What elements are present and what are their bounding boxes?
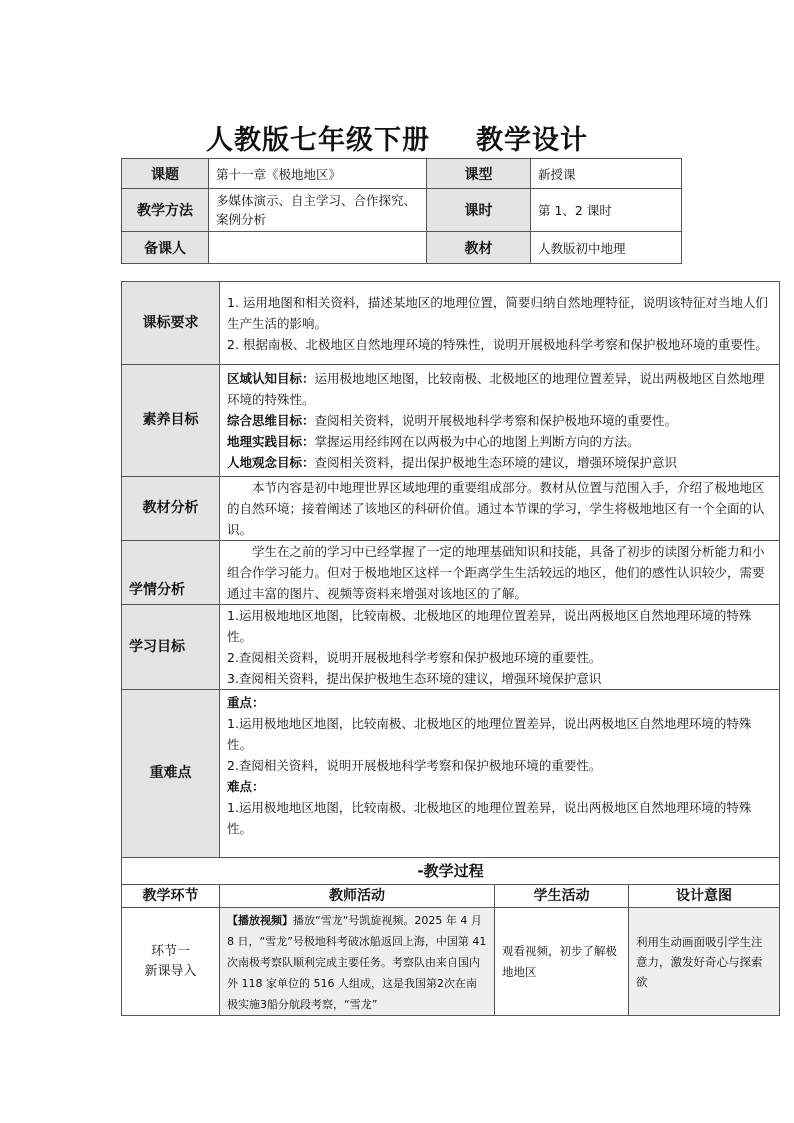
objectives-label: 学习目标 — [122, 605, 220, 690]
literacy-item — [227, 452, 772, 473]
class-hours-value: 第 1、2 课时 — [531, 189, 682, 232]
key-points-content — [220, 690, 780, 858]
stage-cell — [122, 908, 220, 1016]
stage-number: 环节一 — [150, 943, 190, 959]
teacher-column-header: 教师活动 — [220, 885, 495, 908]
topic-label: 课题 — [122, 159, 209, 189]
literacy-item-key: 综合思维目标： — [227, 413, 315, 428]
literacy-content — [220, 365, 780, 477]
key-point-line: 2.查阅相关资料，说明开展极地科学考察和保护极地环境的重要性。 — [227, 758, 602, 773]
literacy-item-key: 区域认知目标： — [227, 371, 315, 386]
material-analysis-content — [220, 477, 780, 541]
preparer-label: 备课人 — [122, 232, 209, 264]
literacy-item-key: 地理实践目标： — [227, 434, 315, 449]
topic-value: 第十一章《极地地区》 — [209, 159, 427, 189]
process-header-row — [122, 885, 780, 908]
lesson-plan-table — [121, 281, 780, 1016]
lesson-type-value: 新授课 — [531, 159, 682, 189]
class-hours-label: 课时 — [427, 189, 531, 232]
learner-analysis-row — [122, 541, 780, 605]
literacy-item-text: 查阅相关资料，说明开展极地科学考察和保护极地环境的重要性。 — [314, 413, 678, 428]
teacher-activity-tag: 【播放视频】 — [227, 914, 293, 927]
objectives-content — [220, 605, 780, 690]
teaching-method-label: 教学方法 — [122, 189, 209, 232]
learner-analysis-label: 学情分析 — [122, 541, 220, 605]
literacy-item-text: 运用极地地区地图，比较南极、北极地区的地理位置差异，说出两极地区自然地理环境的特殊性。 — [227, 371, 765, 407]
teaching-method-value: 多媒体演示、自主学习、合作探究、案例分析 — [209, 189, 427, 232]
literacy-item — [227, 410, 772, 431]
teacher-activity-text: 播放“雪龙“号凯旋视频。2025 年 4 月 8 日，“雪龙”号极地科考破冰船返回上海，中国第 41 次南极考察队顺利完成主要任务。考察队由来自国内外 118 家单位的 516 人组成，这是我国第2次在南极实施3船分航段考察，“雪龙” — [227, 914, 487, 1011]
process-title-row — [122, 858, 780, 885]
design-intent-cell: 利用生动画面吸引学生注意力，激发好奇心与探索欲 — [629, 908, 780, 1016]
material-analysis-row — [122, 477, 780, 541]
key-points-row — [122, 690, 780, 858]
key-point-line: 1.运用极地地区地图，比较南极、北极地区的地理位置差异，说出两极地区自然地理环境的特殊性。 — [227, 716, 752, 752]
document-title-right: 教学设计 — [476, 125, 588, 156]
standards-content — [220, 282, 780, 365]
textbook-label: 教材 — [427, 232, 531, 264]
intent-column-header: 设计意图 — [629, 885, 780, 908]
objective-line: 2.查阅相关资料，说明开展极地科学考察和保护极地环境的重要性。 — [227, 650, 602, 665]
process-row — [122, 908, 780, 1016]
literacy-item — [227, 368, 772, 410]
objectives-row — [122, 605, 780, 690]
lesson-type-label: 课型 — [427, 159, 531, 189]
material-analysis-text: 本节内容是初中地理世界区域地理的重要组成部分。教材从位置与范围入手，介绍了极地地区的自然环境；接着阐述了该地区的科研价值。通过本节课的学习，学生将极地地区有一个全面的认识。 — [227, 480, 765, 537]
standards-row — [122, 282, 780, 365]
learner-analysis-text: 学生在之前的学习中已经掌握了一定的地理基础知识和技能，具备了初步的读图分析能力和小组合作学习能力。但对于极地地区这样一个距离学生生活较远的地区，他们的感性认识较少，需要通过丰富的图片、视频等资料来增强对该地区的了解。 — [227, 544, 765, 601]
literacy-item-text: 查阅相关资料，提出保护极地生态环境的建议，增强环境保护意识 — [314, 455, 678, 470]
literacy-item-text: 掌握运用经纬网在以两极为中心的地图上判断方向的方法。 — [314, 434, 640, 449]
difficulty-title: 难点： — [227, 779, 265, 794]
standard-line: 1. 运用地图和相关资料，描述某地区的地理位置，简要归纳自然地理特征，说明该特征对当地人们生产生活的影响。 — [227, 294, 768, 331]
preparer-value — [209, 232, 427, 264]
literacy-item — [227, 431, 772, 452]
key-points-label: 重难点 — [122, 690, 220, 858]
document-title — [0, 118, 794, 157]
teacher-activity-cell — [220, 908, 495, 1016]
process-title: -教学过程 — [122, 858, 780, 885]
material-analysis-label: 教材分析 — [122, 477, 220, 541]
standards-label: 课标要求 — [122, 282, 220, 365]
difficulty-line: 1.运用极地地区地图，比较南极、北极地区的地理位置差异，说出两极地区自然地理环境的特殊性。 — [227, 800, 752, 836]
stage-name: 新课导入 — [144, 963, 197, 979]
learner-analysis-content — [220, 541, 780, 605]
objective-line: 1.运用极地地区地图，比较南极、北极地区的地理位置差异，说出两极地区自然地理环境的特殊性。 — [227, 608, 752, 644]
stage-column-header: 教学环节 — [122, 885, 220, 908]
textbook-value: 人教版初中地理 — [531, 232, 682, 264]
key-points-title: 重点： — [227, 695, 265, 710]
document-title-left: 人教版七年级下册 — [206, 125, 430, 156]
student-column-header: 学生活动 — [495, 885, 629, 908]
standard-line: 2. 根据南极、北极地区自然地理环境的特殊性，说明开展极地科学考察和保护极地环境的重要性。 — [227, 336, 768, 352]
objective-line: 3.查阅相关资料，提出保护极地生态环境的建议，增强环境保护意识 — [227, 671, 602, 686]
literacy-row — [122, 365, 780, 477]
literacy-item-key: 人地观念目标： — [227, 455, 315, 470]
lesson-info-table — [121, 158, 682, 264]
student-activity-cell: 观看视频，初步了解极地地区 — [495, 908, 629, 1016]
literacy-label: 素养目标 — [122, 365, 220, 477]
